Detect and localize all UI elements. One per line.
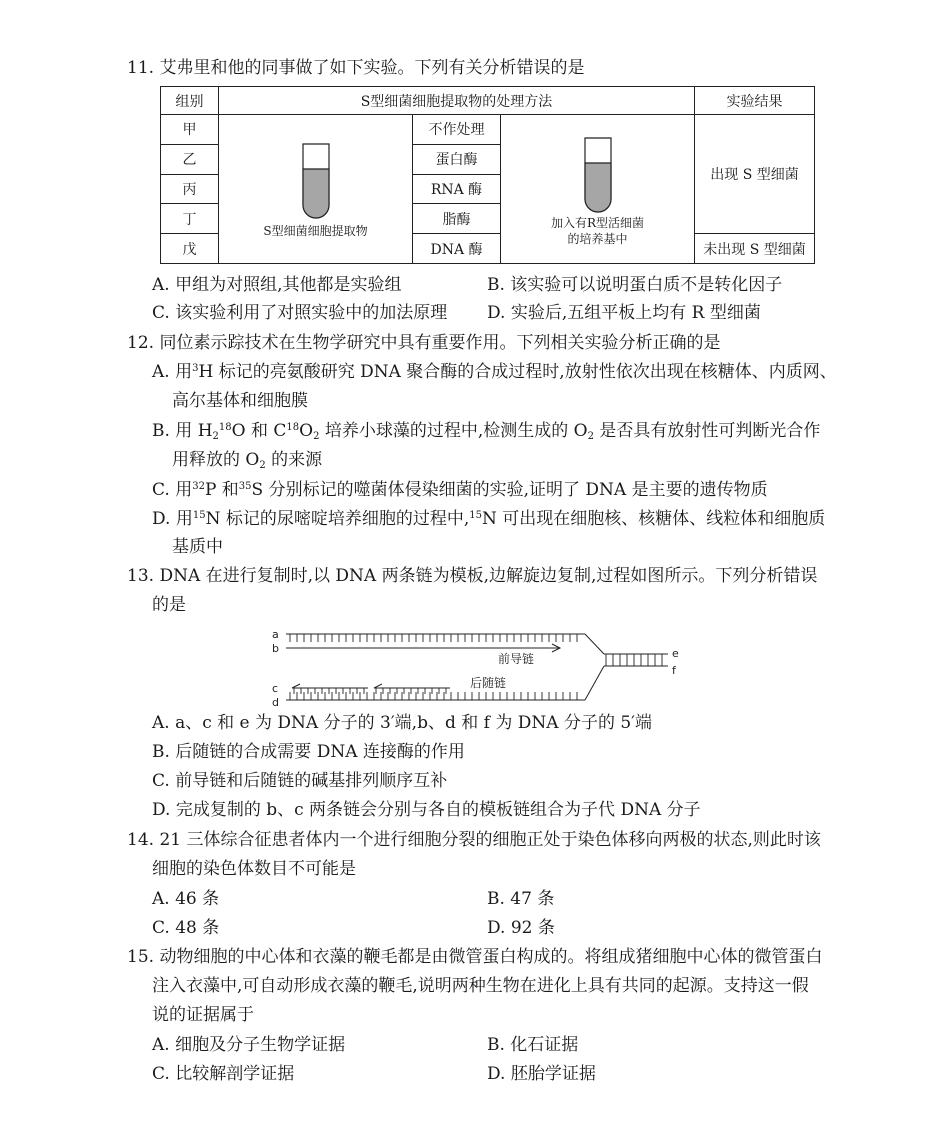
q15-option-d[interactable]: D. 胚胎学证据	[487, 1064, 596, 1084]
treatment-cell: 不作处理	[413, 115, 501, 145]
label-d: d	[272, 696, 279, 708]
q13-stem: 13. DNA 在进行复制时,以 DNA 两条链为模板,边解旋边复制,过程如图所示。下列分析错误	[127, 566, 818, 586]
treatment-cell: 蛋白酶	[413, 144, 501, 174]
group-cell: 甲	[161, 115, 219, 145]
result-positive: 出现 S 型细菌	[695, 115, 815, 234]
group-cell: 丙	[161, 174, 219, 204]
header-treatment: S型细菌细胞提取物的处理方法	[219, 87, 695, 115]
label-c: c	[272, 682, 279, 695]
q15-option-a[interactable]: A. 细胞及分子生物学证据	[152, 1035, 346, 1055]
label-f: f	[672, 664, 676, 677]
label-lagging: 后随链	[470, 676, 507, 690]
group-cell: 戊	[161, 234, 219, 264]
q11-option-c[interactable]: C. 该实验利用了对照实验中的加法原理	[152, 303, 448, 323]
q15-stem: 15. 动物细胞的中心体和衣藻的鞭毛都是由微管蛋白构成的。将组成猪细胞中心体的微管蛋白	[127, 947, 823, 967]
group-cell: 乙	[161, 144, 219, 174]
q12-option-b-cont: 用释放的 $O_2$ 的来源	[172, 450, 323, 471]
q13-option-b[interactable]: B. 后随链的合成需要 DNA 连接酶的作用	[152, 742, 465, 762]
q11-option-d[interactable]: D. 实验后,五组平板上均有 R 型细菌	[487, 303, 761, 323]
header-group: 组别	[161, 87, 219, 115]
experiment-table	[160, 86, 815, 264]
q14-stem-cont: 细胞的染色体数目不可能是	[152, 859, 356, 879]
label-e: e	[672, 647, 679, 660]
s-extract-label: S型细菌细胞提取物	[263, 224, 368, 238]
test-tube-icon	[501, 137, 694, 219]
q12-stem: 12. 同位素示踪技术在生物学研究中具有重要作用。下列相关实验分析正确的是	[127, 333, 721, 353]
q13-stem-cont: 的是	[152, 595, 186, 615]
treatment-cell: 脂酶	[413, 204, 501, 234]
test-tube-icon	[219, 143, 412, 225]
treatment-cell: DNA 酶	[413, 234, 501, 264]
q12-option-c[interactable]: C. 用$^{32}$P 和$^{35}$S 分别标记的噬菌体侵染细菌的实验,证明了 DNA 是主要的遗传物质	[152, 480, 768, 500]
r-medium-label-1: 加入有R型活细菌	[550, 216, 645, 230]
header-result: 实验结果	[695, 87, 815, 115]
label-a: a	[272, 628, 279, 641]
q13-option-a[interactable]: A. a、c 和 e 为 DNA 分子的 3′端,b、d 和 f 为 DNA 分子的 5′端	[152, 713, 653, 733]
q13-option-c[interactable]: C. 前导链和后随链的碱基排列顺序互补	[152, 771, 448, 791]
q12-option-b[interactable]: B. 用 $H_2^{18}O$ 和 $C^{18}O_2$ 培养小球藻的过程中,检测生成的 $O_2$ 是否具有放射性可判断光合作	[152, 421, 821, 442]
result-negative: 未出现 S 型细菌	[695, 234, 815, 264]
q11-option-b[interactable]: B. 该实验可以说明蛋白质不是转化因子	[487, 275, 783, 295]
r-medium-cell	[501, 115, 695, 264]
q11-option-a[interactable]: A. 甲组为对照组,其他都是实验组	[152, 275, 402, 295]
q14-option-a[interactable]: A. 46 条	[152, 889, 220, 909]
q14-option-c[interactable]: C. 48 条	[152, 918, 220, 938]
q15-stem-cont-1: 注入衣藻中,可自动形成衣藻的鞭毛,说明两种生物在进化上具有共同的起源。支持这一假	[152, 976, 809, 996]
q12-option-d-cont: 基质中	[172, 537, 223, 557]
q14-stem: 14. 21 三体综合征患者体内一个进行细胞分裂的细胞正处于染色体移向两极的状态,则此时该	[127, 830, 821, 850]
q15-option-b[interactable]: B. 化石证据	[487, 1035, 579, 1055]
q15-stem-cont-2: 说的证据属于	[152, 1005, 254, 1025]
q12-option-a-cont: 高尔基体和细胞膜	[172, 391, 308, 411]
dna-replication-diagram	[270, 620, 690, 708]
r-medium-label-2: 的培养基中	[567, 232, 628, 246]
s-extract-cell	[219, 115, 413, 264]
q11-stem: 11. 艾弗里和他的同事做了如下实验。下列有关分析错误的是	[127, 58, 585, 78]
group-cell: 丁	[161, 204, 219, 234]
q14-option-d[interactable]: D. 92 条	[487, 918, 555, 938]
q13-option-d[interactable]: D. 完成复制的 b、c 两条链会分别与各自的模板链组合为子代 DNA 分子	[152, 800, 701, 820]
q12-option-a[interactable]: A. 用$^3$H 标记的亮氨酸研究 DNA 聚合酶的合成过程时,放射性依次出现在核糖体、内质网、	[152, 362, 837, 382]
q15-option-c[interactable]: C. 比较解剖学证据	[152, 1064, 295, 1084]
q14-option-b[interactable]: B. 47 条	[487, 889, 555, 909]
base-ticks	[290, 634, 662, 700]
label-b: b	[272, 642, 279, 655]
treatment-cell: RNA 酶	[413, 174, 501, 204]
label-leading: 前导链	[498, 652, 535, 666]
q12-option-d[interactable]: D. 用$^{15}$N 标记的尿嘧啶培养细胞的过程中,$^{15}$N 可出现在细胞核、核糖体、线粒体和细胞质	[152, 509, 826, 529]
